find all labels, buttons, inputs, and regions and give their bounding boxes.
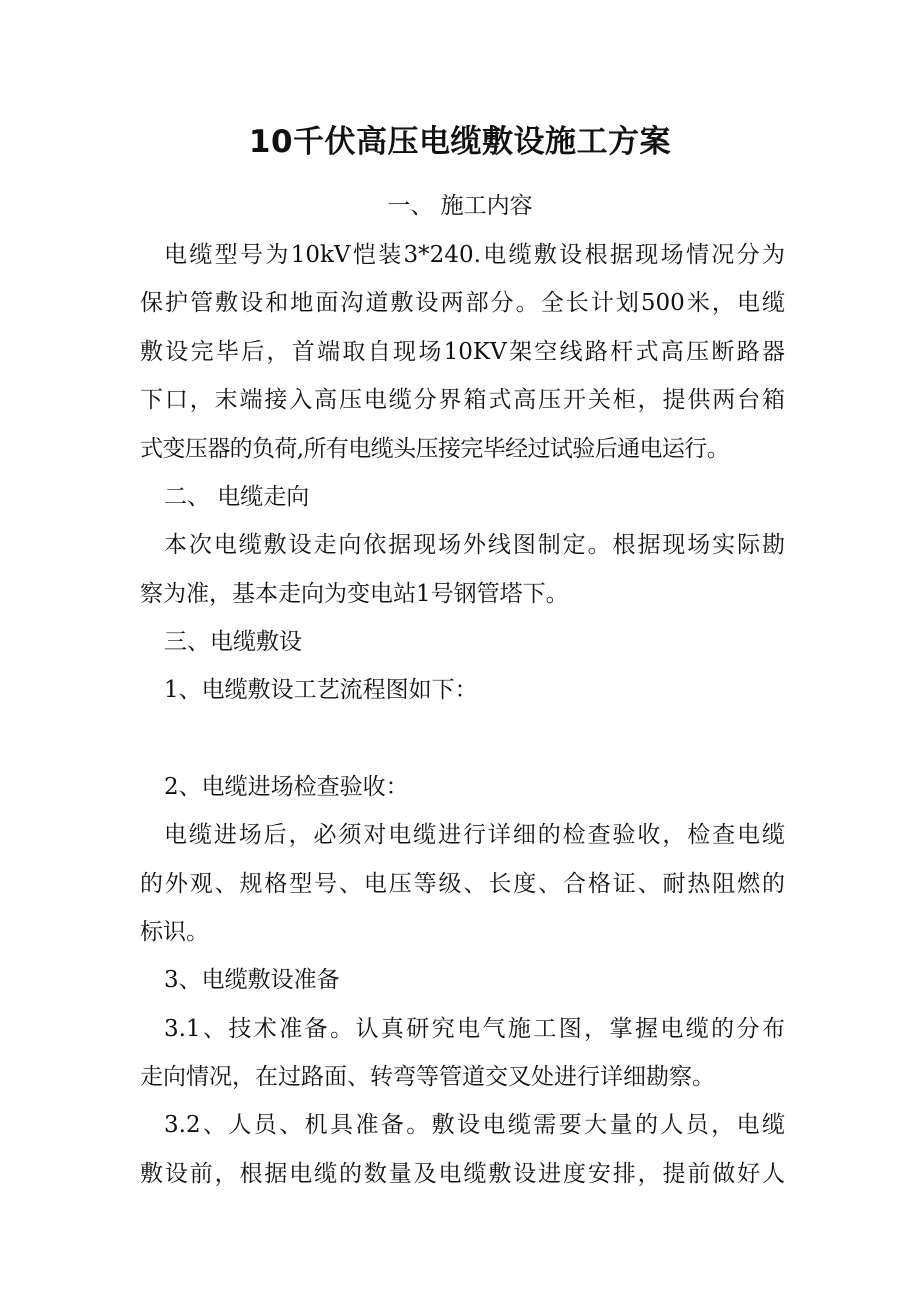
section1-line-3: 敷设完毕后，首端取自现场10KV架空线路杆式高压断路器 — [140, 339, 785, 365]
section3-item1: 1、电缆敷设工艺流程图如下： — [164, 677, 478, 703]
section2-heading: 二、 电缆走向 — [164, 484, 310, 510]
section3-item3: 3、电缆敷设准备 — [164, 967, 340, 993]
section1-line-2: 保护管敷设和地面沟道敷设两部分。全长计划500米，电缆 — [140, 290, 785, 316]
section2-line-2: 察为准，基本走向为变电站1号钢管塔下。 — [140, 581, 569, 607]
section2-line-1: 本次电缆敷设走向依据现场外线图制定。根据现场实际勘 — [164, 532, 785, 558]
section3-item2-line-3: 标识。 — [140, 919, 209, 945]
section3-item3-1-line-1: 3.1、技术准备。认真研究电气施工图，掌握电缆的分布 — [164, 1016, 785, 1042]
section1-line-5: 式变压器的负荷,所有电缆头压接完毕经过试验后通电运行。 — [140, 436, 730, 462]
section3-item3-1-line-2: 走向情况，在过路面、转弯等管道交叉处进行详细勘察。 — [140, 1064, 715, 1090]
document-title: 10千伏高压电缆敷设施工方案 — [248, 124, 672, 160]
section1-line-4: 下口，末端接入高压电缆分界箱式高压开关柜，提供两台箱 — [140, 387, 785, 413]
section1-heading: 一、 施工内容 — [387, 193, 533, 219]
section1-line-1: 电缆型号为10kV恺装3*240.电缆敷设根据现场情况分为 — [164, 242, 785, 268]
section3-item2-line-1: 电缆进场后，必须对电缆进行详细的检查验收，检查电缆 — [164, 822, 785, 848]
section3-item2-line-2: 的外观、规格型号、电压等级、长度、合格证、耐热阻燃的 — [140, 871, 785, 897]
section3-item2: 2、电缆进场检查验收： — [164, 774, 409, 800]
section3-item3-2-line-2: 敷设前，根据电缆的数量及电缆敷设进度安排，提前做好人 — [140, 1161, 785, 1187]
section3-heading: 三、电缆敷设 — [164, 629, 302, 655]
section3-item3-2-line-1: 3.2、人员、机具准备。敷设电缆需要大量的人员，电缆 — [164, 1112, 785, 1138]
